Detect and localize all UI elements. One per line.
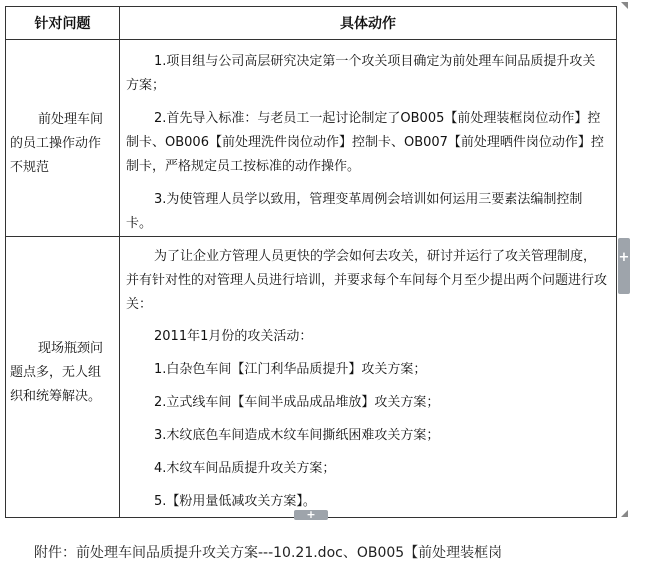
action-table (5, 6, 617, 518)
table-resize-corner[interactable] (621, 510, 628, 517)
attachment-line: 附件：前处理车间品质提升攻关方案---10.21.doc、OB005【前处理装框岗 (34, 545, 503, 561)
issue-cell (6, 237, 120, 518)
action-cell (120, 237, 617, 518)
issue-text: 前处理车间的员工操作动作不规范 (10, 112, 104, 175)
plus-icon: + (306, 508, 316, 521)
action-paragraph: 3.为使管理人员学以致用，管理变革周例会培训如何运用三要素法编制控制卡。 (126, 192, 583, 231)
issue-cell (6, 40, 120, 237)
header-issue: 针对问题 (6, 7, 120, 40)
list-item: 2.立式线车间【车间半成品成品堆放】攻关方案； (154, 395, 440, 410)
list-item: 4.木纹车间品质提升攻关方案； (154, 461, 336, 476)
list-item: 5.【粉用量低减攻关方案】。 (154, 494, 316, 509)
list-item: 1.白杂色车间【江门利华品质提升】攻关方案； (154, 362, 427, 377)
action-paragraph: 2.首先导入标准：与老员工一起讨论制定了OB005【前处理装框岗位动作】控制卡、OB006【前处理洗件岗位动作】控制卡、OB007【前处理晒件岗位动作】控制卡，严格规定员工按标准的动作操作。 (126, 111, 604, 174)
action-paragraph: 1.项目组与公司高层研究决定第一个攻关项目确定为前处理车间品质提升攻关方案； (126, 54, 596, 93)
table-header-row (6, 7, 617, 40)
header-action: 具体动作 (120, 7, 617, 40)
plus-icon: + (618, 250, 630, 265)
table-row (6, 40, 617, 237)
column-resize-handle[interactable] (618, 238, 630, 294)
table-corner-marker (621, 2, 628, 9)
issue-text: 现场瓶颈问题点多，无人组织和统筹解决。 (10, 341, 104, 404)
row-insert-handle[interactable] (294, 510, 328, 520)
action-cell (120, 40, 617, 237)
list-item: 3.木纹底色车间造成木纹车间撕纸困难攻关方案； (154, 428, 440, 443)
table-row (6, 237, 617, 518)
month-line: 2011年1月份的攻关活动： (154, 329, 313, 344)
action-intro: 为了让企业方管理人员更快的学会如何去攻关，研讨并运行了攻关管理制度，并有针对性的对管理人员进行培训，并要求每个车间每个月至少提出两个问题进行攻关： (126, 249, 608, 312)
